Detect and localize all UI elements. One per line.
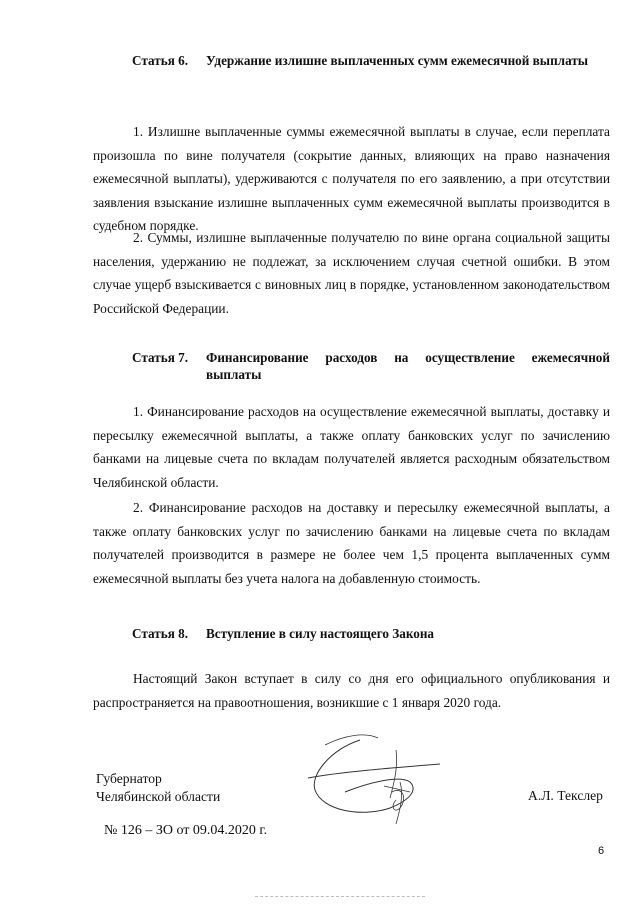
law-number: № 126 – ЗО от 09.04.2020 г.: [104, 823, 268, 838]
article-7-paragraph-1: 1. Финансирование расходов на осуществление ежемесячной выплаты, доставку и пересылку ежемесячной выплаты, а также оплату банковских услуг по зачислению банками на лицевые счета по вкладам получателей является расходным обязательством Челябинской области.: [93, 404, 610, 490]
article-7-paragraph-2: 2. Финансирование расходов на доставку и пересылку ежемесячной выплаты, а также оплату банковских услуг по зачислению банками на лицевые счета по вкладам получателей производится в размере не более чем 1,5 процента выплаченных сумм ежемесячной выплаты без учета налога на добавленную стоимость.: [93, 500, 610, 586]
article-6-title: Удержание излишне выплаченных сумм ежемесячной выплаты: [206, 53, 589, 68]
article-7-number: Статья 7.: [132, 350, 189, 365]
article-8-number: Статья 8.: [132, 626, 189, 641]
article-8-paragraph-1: Настоящий Закон вступает в силу со дня его официального опубликования и распространяется на правоотношения, возникшие с 1 января 2020 года.: [93, 671, 610, 710]
page-number: 6: [598, 845, 605, 857]
article-6-paragraph-2: 2. Суммы, излишне выплаченные получателю по вине органа социальной защиты населения, удержанию не подлежат, за исключением случая счетной ошибки. В этом случае ущерб взыскивается с виновных лиц в порядке, установленном законодательством Российской Федерации.: [93, 230, 610, 316]
signatory-position-line-2: Челябинской области: [96, 789, 221, 804]
handwritten-signature: [300, 720, 445, 830]
article-6-heading: [132, 52, 610, 69]
signatory-position-line-1: Губернатор: [96, 771, 162, 786]
signatory-name: А.Л. Текслер: [528, 788, 603, 803]
article-6-paragraph-1: 1. Излишне выплаченные суммы ежемесячной выплаты в случае, если переплата произошла по вине получателя (сокрытие данных, влияющих на право назначения ежемесячной выплаты), удерживаются с получателя по его заявлению, а при отсутствии заявления взыскание излишне выплаченных сумм ежемесячной выплаты производится в судебном порядке.: [93, 124, 610, 234]
article-6-number: Статья 6.: [132, 53, 189, 68]
article-8-heading: [132, 625, 610, 642]
article-8-title: Вступление в силу настоящего Закона: [206, 626, 435, 641]
signatory-position: [96, 770, 220, 806]
article-7-title: Финансирование расходов на осуществление ежемесячной выплаты: [206, 350, 610, 382]
footer-dash-line: [255, 896, 425, 898]
article-7-heading: [132, 349, 610, 383]
